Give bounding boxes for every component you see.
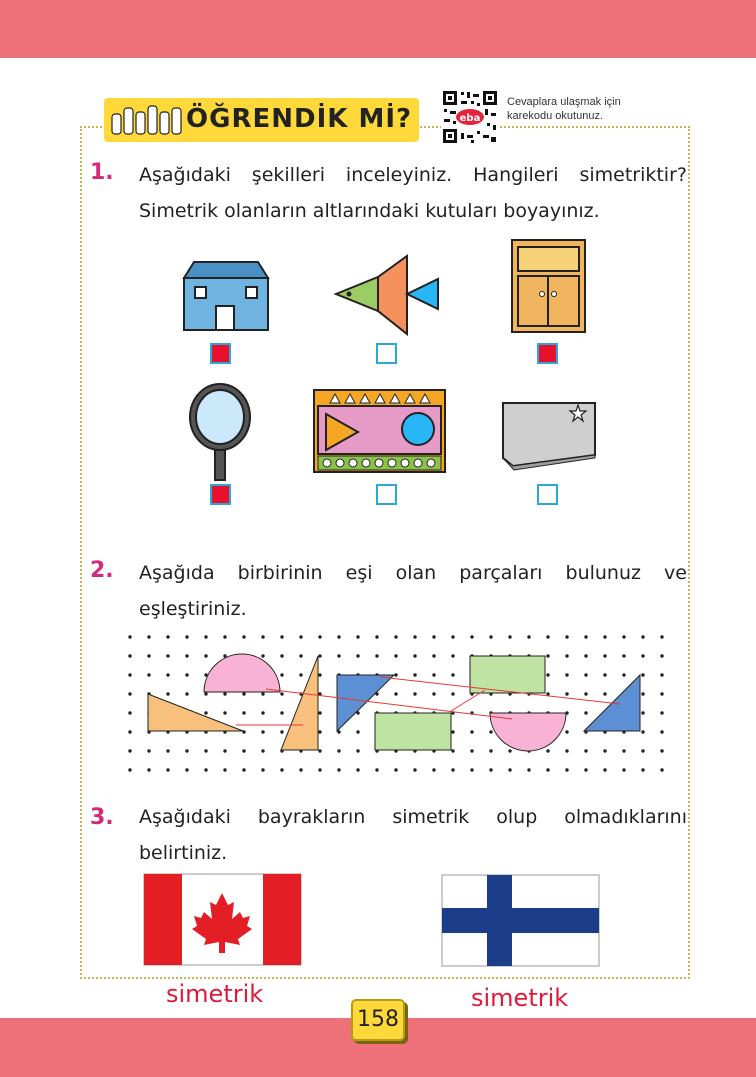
section-banner <box>104 98 419 142</box>
qr-logo: eba <box>459 113 481 124</box>
hands-icon <box>108 100 188 140</box>
question-2-text: Aşağıda birbirinin eşi olan parçaları bulunuz ve eşleştiriniz. <box>139 562 687 620</box>
page-number: 158 <box>351 999 405 1041</box>
banner-title: ÖĞRENDİK Mİ? <box>186 104 413 134</box>
question-1-text: Aşağıdaki şekilleri inceleyiniz. Hangileri simetriktir? Simetrik olanların altlarındaki kutuları boyayınız. <box>139 164 687 222</box>
top-band <box>0 0 756 58</box>
finland-answer: simetrik <box>471 984 569 1012</box>
question-3-text: Aşağıdaki bayrakların simetrik olup olmadıklarını belirtiniz. <box>139 806 687 864</box>
question-1-number: 1. <box>90 160 114 185</box>
question-3-number: 3. <box>90 805 114 830</box>
question-2-number: 2. <box>90 558 114 583</box>
qr-code-icon[interactable] <box>441 89 499 145</box>
qr-instruction: Cevaplara ulaşmak için karekodu okutunuz. <box>507 96 621 122</box>
canada-answer: simetrik <box>166 980 264 1008</box>
